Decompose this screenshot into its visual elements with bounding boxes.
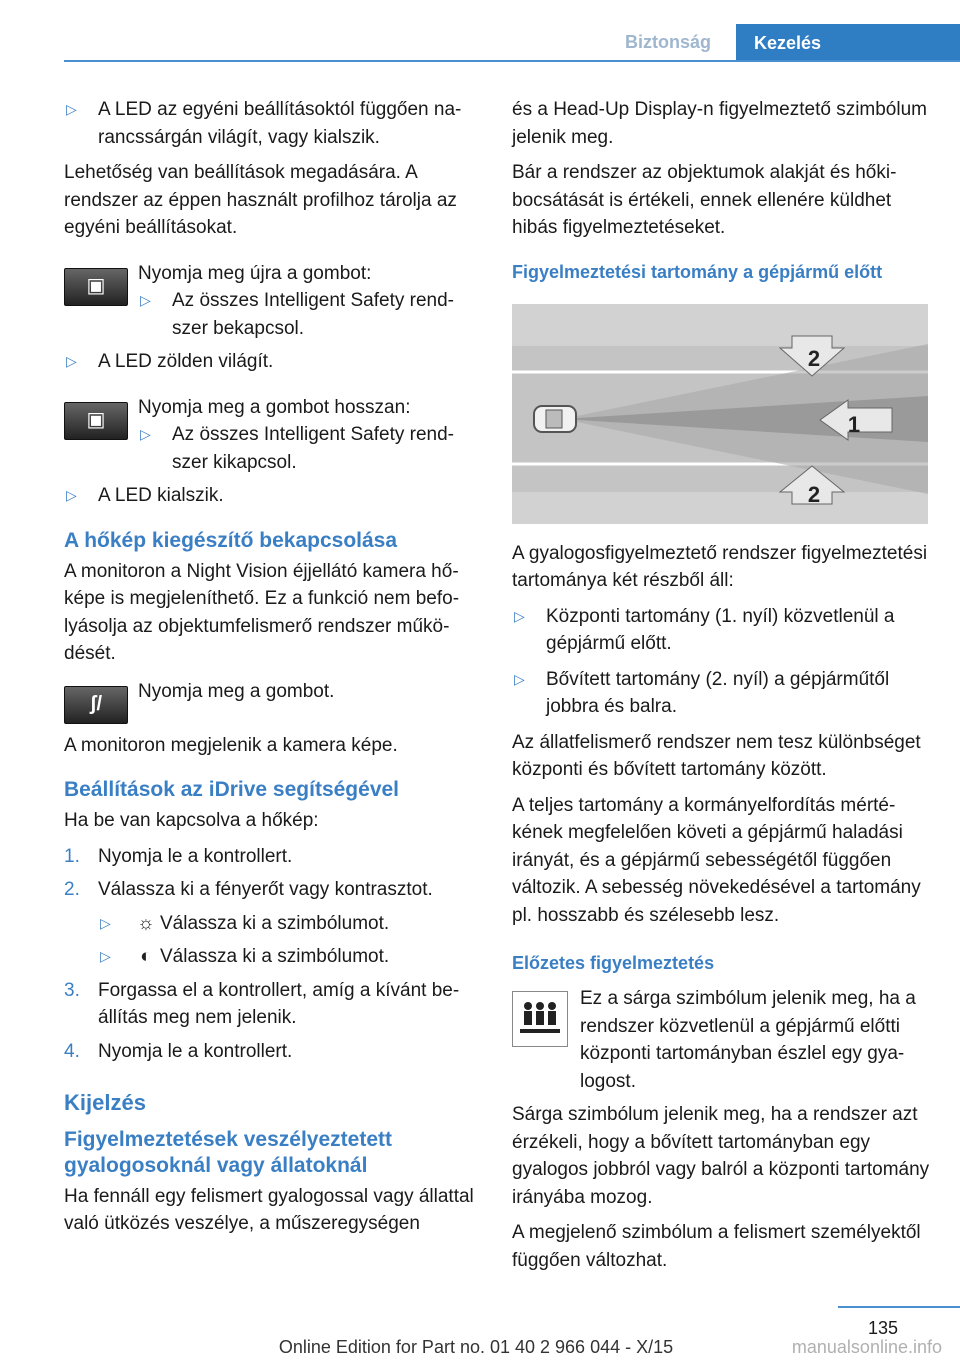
- paragraph: Ha fennáll egy felismert gyalogossal vagy állattal való ütközés veszélye, a műszeregységen: [64, 1185, 474, 1234]
- paragraph: Sárga szimbólum jelenik meg, ha a rendszer azt érzékeli, hogy a bővített tartományban egy gyalogos jobbról vagy balról a központi tartomány irányába mozog.: [512, 1104, 930, 1208]
- arrow-label-bottom: 2: [807, 481, 821, 507]
- button-instruction: ▣ Nyomja meg újra a gombot: ▷ Az összes Intelligent Safety rendszer bekapcsol.: [64, 260, 480, 343]
- list-item: 1. Nyomja le a kontrollert.: [64, 845, 293, 867]
- paragraph: A teljes tartomány a kormányelfordítás mértékének megfelelően követi a gépjármű haladási irányát, és a gépjármű sebességétől függően változik. A sebesség növekedésével a tartomány pl. hosszabb és szélesebb lesz.: [512, 794, 921, 926]
- watermark: manualsonline.info: [791, 1337, 942, 1357]
- bullet-triangle-icon: ▷: [100, 914, 111, 931]
- list-item: 4. Nyomja le a kontrollert.: [64, 1040, 293, 1062]
- footer-rule: [838, 1306, 960, 1308]
- list-item: ▷ A LED kialszik.: [64, 482, 480, 510]
- bullet-triangle-icon: ▷: [514, 607, 525, 624]
- bullet-triangle-icon: ▷: [66, 487, 77, 503]
- section-heading: Beállítások az iDrive segítségével: [64, 778, 400, 801]
- bullet-triangle-icon: ▷: [66, 101, 77, 117]
- header-rule: [64, 60, 960, 62]
- arrow-label-middle: 1: [847, 411, 861, 437]
- contrast-icon: ◐: [140, 946, 152, 967]
- warning-range-diagram: [512, 304, 928, 524]
- button-instruction: ʃ/ Nyomja meg a gombot.: [64, 678, 480, 718]
- safety-button-icon: ▣: [64, 268, 128, 306]
- right-column: [512, 96, 930, 1282]
- list-item: ▷ ☼ Válassza ki a szimbólumot.: [98, 910, 480, 938]
- section-heading: Figyelmeztetési tartomány a gépjármű előtt: [512, 261, 883, 282]
- pedestrian-warning-icon: [512, 991, 568, 1047]
- night-vision-button-icon: ʃ/: [64, 686, 128, 724]
- paragraph: Az állatfelismerő rendszer nem tesz különbséget központi és bővített tartomány között.: [512, 731, 921, 780]
- warning-symbol-row: Ez a sárga szimbólum jelenik meg, ha a rendszer közvetlenül a gépjármű előtti központi tartományban észlel egy gyalogost.: [512, 985, 930, 1095]
- paragraph: A megjelenő szimbólum a felismert személyektől függően változhat.: [512, 1222, 921, 1271]
- brightness-icon: ☼: [137, 912, 155, 934]
- bullet-triangle-icon: ▷: [140, 426, 151, 442]
- paragraph: Lehetőség van beállítások megadására. A rendszer az éppen használt profilhoz tárolja az egyéni beállításokat.: [64, 162, 457, 238]
- footer-edition: Online Edition for Part no. 01 40 2 966 044 - X/15: [278, 1337, 674, 1357]
- paragraph: Ha be van kapcsolva a hőkép:: [64, 810, 319, 831]
- section-heading: Előzetes figyelmeztetés: [512, 953, 715, 973]
- paragraph: Bár a rendszer az objektumok alakját és hőkibocsátását is értékeli, ennek ellenére küldhet hibás figyelmeztetéseket.: [512, 162, 897, 238]
- list-item: ▷ Bővített tartomány (2. nyíl) a gépjárműtől jobbra és balra.: [512, 666, 930, 721]
- paragraph: és a Head-Up Display-n figyelmeztető szimbólum jelenik meg.: [512, 99, 927, 148]
- paragraph: A monitoron a Night Vision éjjellátó kamera hőképe is megjeleníthető. Ez a funkció nem befolyásolja az objektumfelismerő rendszer működését.: [64, 560, 460, 664]
- list-item: 2. Válassza ki a fényerőt vagy kontrasztot.: [64, 879, 433, 900]
- list-item: ▷ Az összes Intelligent Safety rendszer kikapcsol.: [138, 421, 480, 476]
- page-number: 135: [867, 1318, 898, 1338]
- bullet-triangle-icon: ▷: [66, 353, 77, 369]
- list-item: ▷ Központi tartomány (1. nyíl) közvetlenül a gépjármű előtt.: [512, 603, 930, 658]
- list-item: ▷ A LED zölden világít.: [64, 348, 480, 376]
- safety-button-icon: ▣: [64, 402, 128, 440]
- bullet-triangle-icon: ▷: [514, 670, 525, 687]
- tab-biztonsag[interactable]: Biztonság: [624, 31, 711, 52]
- bullet-triangle-icon: ▷: [100, 948, 111, 964]
- paragraph: A monitoron megjelenik a kamera képe.: [64, 734, 398, 756]
- bullet-triangle-icon: ▷: [140, 292, 151, 308]
- button-instruction: ▣ Nyomja meg a gombot hosszan: ▷ Az összes Intelligent Safety rendszer kikapcsol.: [64, 394, 480, 477]
- left-column: [64, 96, 480, 1246]
- paragraph: A gyalogosfigyelmeztető rendszer figyelmeztetési tartománya két részből áll:: [512, 542, 928, 591]
- list-item: ▷ ◐ Válassza ki a szimbólumot.: [98, 943, 480, 971]
- section-heading: Figyelmeztetések veszélyeztetett gyalogosoknál vagy állatoknál: [64, 1127, 392, 1177]
- section-heading: A hőkép kiegészítő bekapcsolása: [64, 528, 398, 552]
- arrow-label-top: 2: [807, 345, 821, 371]
- chapter-heading: Kijelzés: [64, 1090, 146, 1115]
- list-item: ▷ A LED az egyéni beállításoktól függően narancssárgán világít, vagy kialszik.: [64, 96, 480, 151]
- list-item: 3. Forgassa el a kontrollert, amíg a kívánt beállítás meg nem jelenik.: [64, 979, 460, 1028]
- list-item: ▷ Az összes Intelligent Safety rendszer bekapcsol.: [138, 287, 480, 342]
- tab-kezeles[interactable]: Kezelés: [736, 24, 960, 62]
